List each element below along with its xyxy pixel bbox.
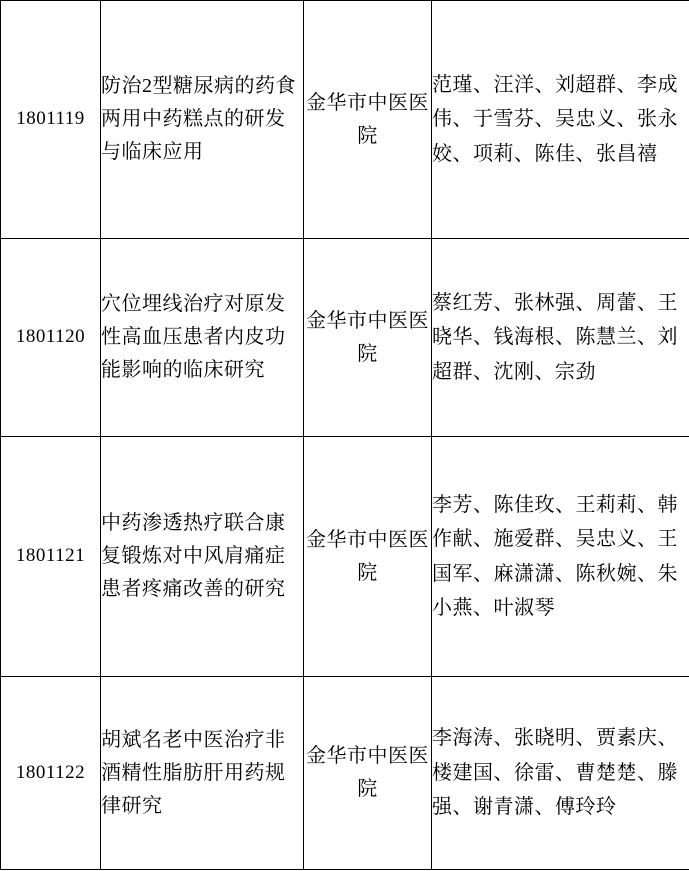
project-id: 1801122 [1, 677, 101, 870]
table-row [1, 239, 689, 437]
project-title: 防治2型糖尿病的药食两用中药糕点的研发与临床应用 [101, 1, 304, 239]
project-org: 金华市中医医院 [304, 1, 432, 239]
project-id: 1801119 [1, 1, 101, 239]
table-row [1, 1, 689, 239]
project-id: 1801121 [1, 437, 101, 677]
project-title: 胡斌名老中医治疗非酒精性脂肪肝用药规律研究 [101, 677, 304, 870]
project-title: 中药渗透热疗联合康复锻炼对中风肩痛症患者疼痛改善的研究 [101, 437, 304, 677]
table-row [1, 437, 689, 677]
project-id: 1801120 [1, 239, 101, 437]
table-row [1, 677, 689, 870]
project-members: 蔡红芳、张林强、周蕾、王晓华、钱海根、陈慧兰、刘超群、沈刚、宗劲 [432, 239, 689, 437]
project-members: 范瑾、汪洋、刘超群、李成伟、于雪芬、吴忠义、张永姣、项莉、陈佳、张昌禧 [432, 1, 689, 239]
project-members: 李海涛、张晓明、贾素庆、楼建国、徐雷、曹楚楚、滕强、谢青潇、傅玲玲 [432, 677, 689, 870]
project-org: 金华市中医医院 [304, 437, 432, 677]
project-members: 李芳、陈佳玫、王莉莉、韩作献、施爱群、吴忠义、王国军、麻潇潇、陈秋婉、朱小燕、叶淑琴 [432, 437, 689, 677]
project-title: 穴位埋线治疗对原发性高血压患者内皮功能影响的临床研究 [101, 239, 304, 437]
project-org: 金华市中医医院 [304, 239, 432, 437]
project-org: 金华市中医医院 [304, 677, 432, 870]
